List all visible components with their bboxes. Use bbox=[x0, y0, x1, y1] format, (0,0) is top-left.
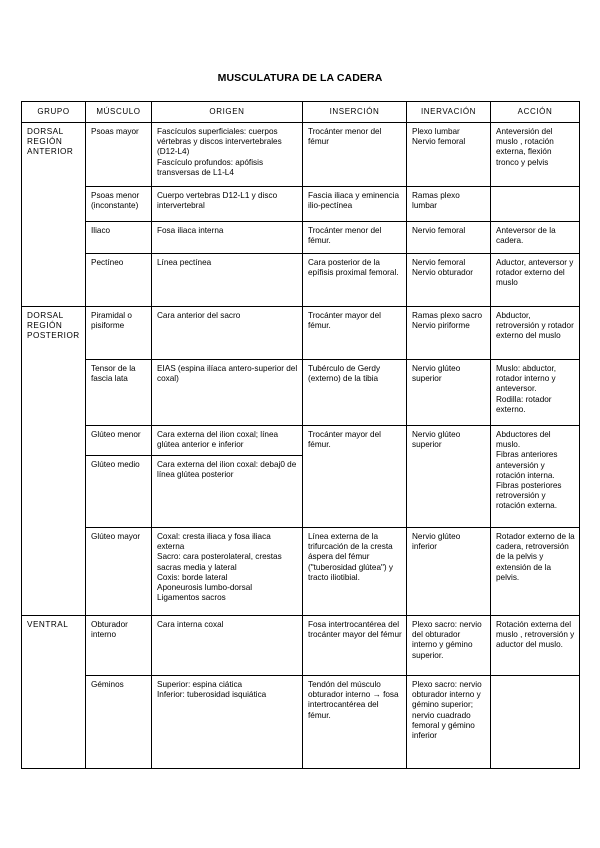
cell-origen: Cara externa del ilion coxal; línea glútea anterior e inferior bbox=[152, 426, 303, 456]
cell-musculo: Glúteo mayor bbox=[86, 528, 152, 616]
cell-inervacion: Nervio femoral Nervio obturador bbox=[407, 254, 491, 307]
cell-musculo: Psoas menor (inconstante) bbox=[86, 187, 152, 222]
cell-inervacion: Nervio glúteo superior bbox=[407, 360, 491, 426]
cell-musculo: Glúteo menor bbox=[86, 426, 152, 456]
header-insercion: INSERCIÓN bbox=[303, 102, 407, 123]
cell-musculo: Obturador interno bbox=[86, 616, 152, 676]
cell-inervacion: Ramas plexo sacro Nervio piriforme bbox=[407, 307, 491, 360]
header-accion: ACCIÓN bbox=[491, 102, 580, 123]
header-inervacion: INERVACIÓN bbox=[407, 102, 491, 123]
cell-origen: EIAS (espina ilíaca antero-superior del coxal) bbox=[152, 360, 303, 426]
cell-inervacion: Ramas plexo lumbar bbox=[407, 187, 491, 222]
table-header-row bbox=[22, 102, 580, 123]
cell-inervacion: Plexo sacro: nervio del obturador interno y gémino superior. bbox=[407, 616, 491, 676]
cell-musculo: Glúteo medio bbox=[86, 456, 152, 528]
header-musculo: MÚSCULO bbox=[86, 102, 152, 123]
cell-accion bbox=[491, 187, 580, 222]
cell-accion: Rotación externa del muslo , retroversión y aductor del muslo. bbox=[491, 616, 580, 676]
cell-insercion: Fascia iliaca y eminencia ilio-pectínea bbox=[303, 187, 407, 222]
cell-origen: Cuerpo vertebras D12-L1 y disco intervertebral bbox=[152, 187, 303, 222]
cell-musculo: Piramidal o pisiforme bbox=[86, 307, 152, 360]
cell-origen: Superior: espina ciática Inferior: tuberosidad isquiática bbox=[152, 676, 303, 769]
cell-accion: Rotador externo de la cadera, retroversión de la pelvis y extensión de la pelvis. bbox=[491, 528, 580, 616]
cell-origen: Coxal: cresta iliaca y fosa iliaca externa Sacro: cara posterolateral, crestas sacras media y lateral Coxis: borde lateral Aponeurosis lumbo-dorsal Ligamentos sacros bbox=[152, 528, 303, 616]
cell-origen: Cara anterior del sacro bbox=[152, 307, 303, 360]
table-row bbox=[22, 528, 580, 616]
cell-origen: Fosa iliaca interna bbox=[152, 222, 303, 254]
cell-insercion: Fosa intertrocantérea del trocánter mayor del fémur bbox=[303, 616, 407, 676]
table-row bbox=[22, 254, 580, 307]
group-ventral: VENTRAL bbox=[22, 616, 86, 769]
table-row bbox=[22, 616, 580, 676]
cell-origen: Cara externa del ilion coxal: debaj0 de línea glútea posterior bbox=[152, 456, 303, 528]
header-grupo: GRUPO bbox=[22, 102, 86, 123]
table-row bbox=[22, 360, 580, 426]
table-row bbox=[22, 187, 580, 222]
cell-inervacion: Plexo sacro: nervio obturador interno y gémino superior; nervio cuadrado femoral y gémino inferior bbox=[407, 676, 491, 769]
cell-musculo: Géminos bbox=[86, 676, 152, 769]
table-row bbox=[22, 222, 580, 254]
cell-insercion: Trocánter menor del fémur. bbox=[303, 222, 407, 254]
cell-accion: Aductor, anteversor y rotador externo del muslo bbox=[491, 254, 580, 307]
table-row bbox=[22, 676, 580, 769]
group-dorsal-posterior: DORSAL REGIÓN POSTERIOR bbox=[22, 307, 86, 616]
cell-accion: Anteversión del muslo , rotación externa, flexión tronco y pelvis bbox=[491, 123, 580, 187]
table-row bbox=[22, 123, 580, 187]
cell-accion bbox=[491, 676, 580, 769]
cell-musculo: Iliaco bbox=[86, 222, 152, 254]
cell-inervacion: Nervio glúteo superior bbox=[407, 426, 491, 528]
cell-insercion: Trocánter menor del fémur bbox=[303, 123, 407, 187]
cell-accion: Muslo: abductor, rotador interno y anteversor. Rodilla: rotador externo. bbox=[491, 360, 580, 426]
cell-insercion: Trocánter mayor del fémur. bbox=[303, 307, 407, 360]
cell-musculo: Tensor de la fascia lata bbox=[86, 360, 152, 426]
cell-accion: Abductores del muslo. Fibras anteriores anteversión y rotación interna. Fibras posteriores retroversión y rotación externa. bbox=[491, 426, 580, 528]
cell-origen: Línea pectínea bbox=[152, 254, 303, 307]
cell-inervacion: Nervio femoral bbox=[407, 222, 491, 254]
cell-accion: Abductor, retroversión y rotador externo del muslo bbox=[491, 307, 580, 360]
cell-insercion: Tendón del músculo obturador interno → fosa intertrocantérea del fémur. bbox=[303, 676, 407, 769]
header-origen: ORIGEN bbox=[152, 102, 303, 123]
group-dorsal-anterior: DORSAL REGIÓN ANTERIOR bbox=[22, 123, 86, 307]
table-row bbox=[22, 426, 580, 456]
cell-origen: Fascículos superficiales: cuerpos vértebras y discos intervertebrales (D12-L4) Fascículo profundos: apófisis transversas de L1-L4 bbox=[152, 123, 303, 187]
cell-accion: Anteversor de la cadera. bbox=[491, 222, 580, 254]
cell-inervacion: Plexo lumbar Nervio femoral bbox=[407, 123, 491, 187]
cell-insercion: Trocánter mayor del fémur. bbox=[303, 426, 407, 528]
cell-origen: Cara interna coxal bbox=[152, 616, 303, 676]
cell-insercion: Tubérculo de Gerdy (externo) de la tibia bbox=[303, 360, 407, 426]
cell-insercion: Línea externa de la trifurcación de la cresta áspera del fémur ("tuberosidad glútea") y tracto iliotibial. bbox=[303, 528, 407, 616]
cell-inervacion: Nervio glúteo inferior bbox=[407, 528, 491, 616]
cell-musculo: Pectíneo bbox=[86, 254, 152, 307]
cell-insercion: Cara posterior de la epífisis proximal femoral. bbox=[303, 254, 407, 307]
page-title: MUSCULATURA DE LA CADERA bbox=[217, 72, 383, 84]
table-row bbox=[22, 307, 580, 360]
cell-musculo: Psoas mayor bbox=[86, 123, 152, 187]
muscle-table bbox=[21, 101, 580, 769]
